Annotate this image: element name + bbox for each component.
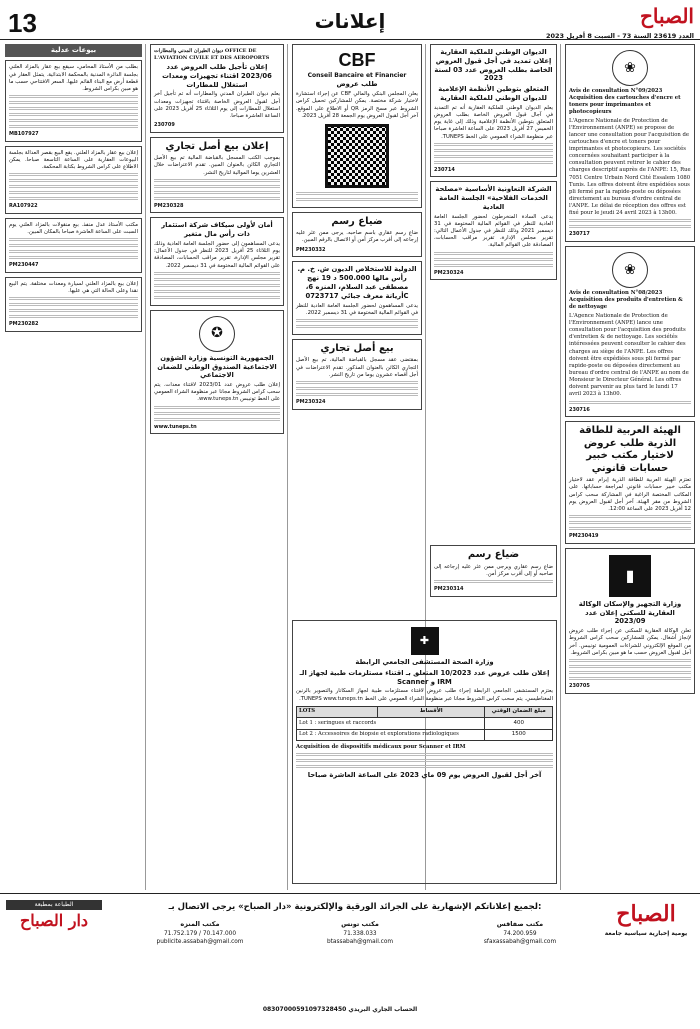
column-5 <box>2 44 145 890</box>
ad-ref: 230705 <box>569 682 590 689</box>
footer-logo-tagline: يومية إخبارية سياسية جامعة <box>604 929 688 937</box>
issue-line: العدد 23619 السنة 73 - السبت 8 أفريل 2023 <box>545 32 694 40</box>
ad-ref: PM230324 <box>434 269 464 276</box>
ad-body: يعلم ديوان الطيران المدني والمطارات أنه تم تأجيل آخر أجل لقبول العروض الخاصة باقتناء تجهيزات ومعدات استغلال للمطارات إلى يوم الثلاثاء 25 أفريل 2023 على الساعة العاشرة صباحا. <box>154 91 281 119</box>
ad-title: الدولية للاستخلاص الديون ش. خ. م. رأس مالها 500.000 د 19 نهج مصطفى عبد السلام، المنزه 6، أريانة معرف جبائي 0723717C <box>297 265 417 300</box>
table-row <box>297 729 553 740</box>
ad-lost-deed <box>430 545 557 597</box>
category-header: بيوعات عدلية <box>5 44 142 57</box>
ad-ref: PM230328 <box>154 202 184 209</box>
ad-ref: PM230419 <box>569 532 599 539</box>
ad-body: يعلم الديوان الوطني للملكية العقارية أنه تم التمديد في آجال قبول العروض الخاصة بطلب العروض المتعلق بتوطين الأنظمة الإعلامية وذلك إلى غاية يوم الخميس 27 أفريل 2023 على الساعة العاشرة صباحا عبر منظومة الشراء العمومي على الخط TUNEPS. <box>434 104 553 140</box>
afh-logo-icon: ▮ <box>609 555 651 597</box>
ad-body: مكتب الأستاذ عدل منفذ. بيع منقولات بالمزاد العلني يوم السبت على الساعة العاشرة صباحا بالمكان المبين. <box>9 221 138 236</box>
tuneps-link[interactable]: www.tuneps.tn <box>154 423 197 430</box>
footer-left-logo <box>6 900 102 932</box>
column-4 <box>147 44 287 890</box>
ad-title: طلب عروض <box>336 80 378 89</box>
lots-header: LOTS <box>297 706 378 717</box>
office-email[interactable]: publicite.assabah@gmail.com <box>156 939 244 946</box>
newspaper-logo: الصباح <box>639 4 694 28</box>
lots-table <box>296 706 553 741</box>
ad-body: يعلن المجلس البنكي والمالي CBF عن إجراء استشارة لاختيار شركة مختصة. يمكن للمشاركين تحميل كراس الشروط عبر مسح الرمز QR أو الاطلاع على الموقع. آخر أجل لقبول العروض يوم الجمعة 28 أفريل 2023. <box>296 91 419 119</box>
footer-logo-text: الصباح <box>616 901 676 927</box>
oaca-org: ديوان الطيران المدني والمطارات OFFICE DE L'AVIATION CIVILE ET DES AEROPORTS <box>154 48 270 61</box>
ad-ref: 230709 <box>154 122 175 129</box>
ad-title: بيع أصل تجاري <box>320 342 394 354</box>
column-3 <box>289 44 425 624</box>
office-email[interactable]: sfaxassabah@gmail.com <box>483 939 557 946</box>
anpe-emblem-icon: ❀ <box>612 252 648 288</box>
office-title: مكتب صفاقس <box>496 920 544 928</box>
office-menzah <box>130 920 270 947</box>
republic-emblem-icon: ✪ <box>199 316 235 352</box>
wide-ad-hospital <box>289 620 560 888</box>
ad-anpe-09 <box>565 44 695 242</box>
ad-body: تعلن الوكالة العقارية للسكنى عن إجراء طلب عروض لإنجاز أشغال. يمكن للمشاركين سحب كراس الشروط من الموقع الإلكتروني للشراءات العمومية تونيبس. آخر أجل لقبول العروض حسب ما هو مبين بكراس الشروط. <box>569 628 691 656</box>
footer-logo <box>598 900 694 938</box>
ad-business-sale-2 <box>150 137 284 214</box>
qr-code-icon <box>325 124 389 188</box>
ad-judicial-sale-2 <box>5 146 142 214</box>
ad-cnss <box>150 310 284 435</box>
masthead <box>534 3 694 41</box>
ad-title: وزارة التجهيز والإسكان الوكالة العقارية للسكنى إعلان عدد 2023/09 <box>578 599 682 626</box>
ad-afh <box>565 548 695 694</box>
ad-ref: PM230324 <box>296 398 326 405</box>
ad-lost-deed-2 <box>292 212 422 258</box>
ad-title: إعلان تأجيل طلب العروض عدد 2023/06 اقتناء تجهيزات ومعدات استغلال للمطارات <box>162 63 272 89</box>
section-title: إعلانات <box>314 9 386 33</box>
office-email[interactable]: btassabah@gmail.com <box>326 939 394 946</box>
page-number: 13 <box>8 8 37 38</box>
office-title: مكتب المنزه <box>180 920 220 928</box>
column-2 <box>427 44 560 424</box>
ad-onpf <box>430 44 557 177</box>
ad-title: الجمهورية التونسية وزارة الشؤون الاجتماعية الصندوق الوطني للضمان الاجتماعي <box>157 353 277 380</box>
ad-body: L'Agence Nationale de Protection de l'Environnement (ANPE) lance une consultation pour l'acquisition des produits d'entretien & de nettoyage. Les sociétés intéressées peuvent consulter le cahier des charges au siège de l'ANPE. Les offres doivent être expédiées sous pli fermé par rapide-poste ou déposées directement au bureau d'ordre central de l'ANPE au nom de Monsieur le Directeur Général. Les offres doivent parvenir au plus tard le lundi 17 avril 2023 à 13h00. <box>569 312 689 398</box>
ad-ref: 230714 <box>434 166 455 173</box>
lot-header: الأقساط <box>378 706 485 717</box>
ad-judicial-sale-4 <box>5 277 142 332</box>
office-phone: 74.200.959 <box>503 930 537 937</box>
office-phone: 71.338.033 <box>343 930 377 937</box>
ad-ref: MB107927 <box>9 131 39 137</box>
ad-body: بمقتضى عقد مسجل بالقباضة المالية، تم بيع الأصل التجاري الكائن بالعنوان المذكور. تقدم الاعتراضات في أجل أقصاه عشرون يوما من تاريخ النشر. <box>296 357 418 378</box>
ad-ref: 230716 <box>569 406 590 413</box>
ad-body: L'Agence Nationale de Protection de l'Environnement (ANPE) se propose de lancer une consultation pour l'acquisition de cartouches d'encre et toners pour imprimantes et photocopieurs. Les sociétés concernées souhaitant participer à la consultation peuvent retirer le cahier des charges descriptif auprès de l'ANPE: 15, Rue 7051 Centre Urbain Nord Cité Essalem 1080 Tunis. Les offres doivent être expédiées sous pli fermé par la rapide-poste ou déposées directement au bureau d'ordre central de l'ANPE. Le délai de réception des offres est fixé pour le jeudi 24 avril 2023 à 13h00. <box>569 117 691 217</box>
ad-body: يدعى السادة المنخرطون لحضور الجلسة العامة العادية للنظر في القوائم المالية المختومة في 31 ديسمبر 2021 وذلك للنظر في جدول الأعمال التالي: تقرير مجلس الإدارة، تقرير مراقب الحسابات، المصادقة على القوائم المالية. <box>434 213 554 249</box>
dar-assabah-logo: دار الصباح <box>19 911 89 931</box>
page-footer <box>0 893 700 1029</box>
cbf-logo: CBF <box>338 50 376 70</box>
office-sfax <box>450 920 590 947</box>
ad-title: Avis de consultation N°08/2023 Acquisition des produits d'entretien & de nettoyage <box>569 290 683 310</box>
column-2-bottom <box>427 545 560 615</box>
ad-title: وزارة الصحة المستشفى الجامعي الرابطة <box>355 658 494 666</box>
page-header <box>0 0 700 40</box>
ad-ref: PM230332 <box>296 246 326 253</box>
ad-body: ضاع رسم عقاري باسم صاحبه. يرجى ممن عثر عليه إرجاعه إلى أقرب مركز أمن أو الاتصال بالرقم المبين. <box>296 230 418 244</box>
office-title: مكتب تونس <box>341 920 379 928</box>
office-tunis <box>290 920 430 947</box>
ad-body: إعلان طلب عروض عدد 2023/01 لاقتناء معدات. يتم سحب كراس الشروط مجانا عبر منظومة الشراء العمومي على الخط تونيبس www.tuneps.tn. <box>154 382 280 403</box>
ad-ref: RA107922 <box>9 203 38 210</box>
ad-body: تعتزم الهيئة العربية للطاقة الذرية إبرام عقد لاختيار مكتب خبير حسابات قانوني لمراجعة حساباتها. على المكاتب المختصة الراغبة في المشاركة سحب كراس الشروط من مقر الهيئة. آخر أجل لقبول العروض يوم 12 أفريل 2023 على الساعة 12:00. <box>569 477 691 512</box>
ad-body: يعتزم المستشفى الجامعي الرابطة إجراء طلب عروض لاقتناء مستلزمات طبية لجهاز السكانار والتصوير بالرنين المغناطيسي. يتم سحب كراس الشروط مجانا عبر منظومة الشراء العمومي على الخط TUNEPS www.tuneps.tn. <box>296 688 553 702</box>
ad-title: ضياع رسم <box>331 215 383 227</box>
ad-body: ضاع رسم عقاري ويرجى ممن عثر عليه إرجاعه إلى صاحبه أو إلى أقرب مركز أمن. <box>434 563 553 577</box>
lot-amount: 400 <box>485 718 553 729</box>
ad-title: الديوان الوطني للملكية العقارية إعلان تمديد في أجل قبول العروض الخاصة بطلب العروض عدد 03 لسنة 2023 <box>434 48 553 83</box>
ad-body: بطلب من الأستاذ المحامي، سيقع بيع عقار بالمزاد العلني بجلسة الدائرة المدنية بالمحكمة الابتدائية. يتمثل العقار في قطعة أرض مع البناء القائم عليها. السعر الافتتاحي حسب ما هو مبين بكراس الشروط. <box>9 64 138 92</box>
ad-deadline: آخر أجل لقبول العروض يوم 09 ماي 2023 على الساعة العاشرة صباحا <box>307 770 542 779</box>
lot-name: Lot 1 : seringues et raccords <box>297 718 485 729</box>
table-row <box>297 718 553 729</box>
cbf-subtitle: Conseil Bancaire et Financier <box>307 72 407 80</box>
ad-body: إعلان بيع بالمزاد العلني لسيارة ومعدات مختلفة. يتم البيع نقدا وعلى الحالة التي هي عليها. <box>9 280 138 295</box>
ad-title: إعلان بيع أصل تجاري <box>165 140 269 152</box>
lot-name: Lot 2 : Accessoires de biopsie et explorations radiologiques <box>297 729 485 740</box>
lot-amount: 1500 <box>485 729 553 740</box>
ad-ref: PM230314 <box>434 585 464 592</box>
ad-title-fr: Acquisition de dispositifs médicaux pour Scanner et IRM <box>296 744 466 751</box>
ad-title: Avis de consultation N°09/2023 Acquisition des cartouches d'encre et toners pour imprimantes et photocopieurs <box>569 88 681 115</box>
ad-anpe-08 <box>565 246 695 417</box>
ad-ref: 230717 <box>569 231 590 238</box>
ad-title: الهيئة العربية للطاقة الذرية طلب عروض لاختيار مكتب خبير حسابات قانوني <box>579 425 681 474</box>
ad-cbf <box>292 44 422 208</box>
ad-title: ضياع رسم <box>467 549 520 560</box>
ad-subtitle: المتعلق بتوطين الأنظمة الإعلامية للديوان الوطني للملكية العقارية <box>438 85 549 103</box>
amount-header: مبلغ الضمان الوقتي <box>485 706 553 717</box>
ad-oaca <box>150 44 284 133</box>
ad-coop <box>430 181 557 280</box>
ad-aaea <box>565 421 695 543</box>
ad-title: أمان لأولى سيكاف شركة استثمار ذات رأس مال متغير <box>161 221 273 239</box>
ad-body: يدعى المساهمون لحضور الجلسة العامة العادية للنظر في القوائم المالية المختومة في 31 ديسمبر 2022. <box>296 302 418 316</box>
ad-amen-sicav <box>150 217 284 305</box>
ad-business-sale <box>292 339 422 410</box>
ad-body: بموجب الكتب المسجل بالقباضة المالية تم بيع الأصل التجاري الكائن بالعنوان المبين. تقدم الاعتراضات خلال العشرين يوما الموالية لتاريخ النشر. <box>154 155 280 176</box>
column-1 <box>562 44 698 890</box>
ad-subtitle: إعلان طلب عروض عدد 10/2023 المتعلق بـ اقتناء مستلزمات طبية لجهاز الـ Scanner و IRM <box>299 668 550 686</box>
ad-body: يدعى المساهمون إلى حضور الجلسة العامة العادية وذلك يوم الثلاثاء 25 أفريل 2023 للنظر في جدول الأعمال: تقرير مجلس الإدارة، تقرير مراقب الحسابات، المصادقة على القوائم المالية المختومة في 31 ديسمبر 2022. <box>154 241 281 269</box>
ad-body: إعلان بيع عقار بالمزاد العلني. يقع البيع بقصر العدالة بجلسة البيوعات العقارية على الساعة التاسعة صباحا. يمكن الاطلاع على كراس الشروط بكتابة المحكمة. <box>9 149 138 171</box>
ad-title: الشركة التعاونية الأساسية «مصلحة الخدمات الفلاحية» الجلسة العامة العادية <box>435 185 552 212</box>
ad-judicial-sale-1 <box>5 60 142 141</box>
ad-ref: PM230282 <box>9 321 39 328</box>
ministry-health-icon: ✚ <box>411 627 439 655</box>
printer-tag: الطباعة بمطبعة <box>6 900 102 910</box>
footer-account: الحساب الجاري البريدي 08307000591097328450 <box>262 1006 418 1013</box>
footer-banner: لجميع إعلاناتكم الإشهارية على الجرائد الورقية والإلكترونية «دار الصباح» يرجى الاتصال بـ: <box>168 902 542 912</box>
ad-ref: PM230447 <box>9 262 39 269</box>
office-phone: 71.752.179 / 70.147.000 <box>163 930 237 937</box>
anpe-emblem-icon: ❀ <box>612 50 648 86</box>
ad-judicial-sale-3 <box>5 218 142 273</box>
ad-debt-recovery <box>292 261 422 335</box>
